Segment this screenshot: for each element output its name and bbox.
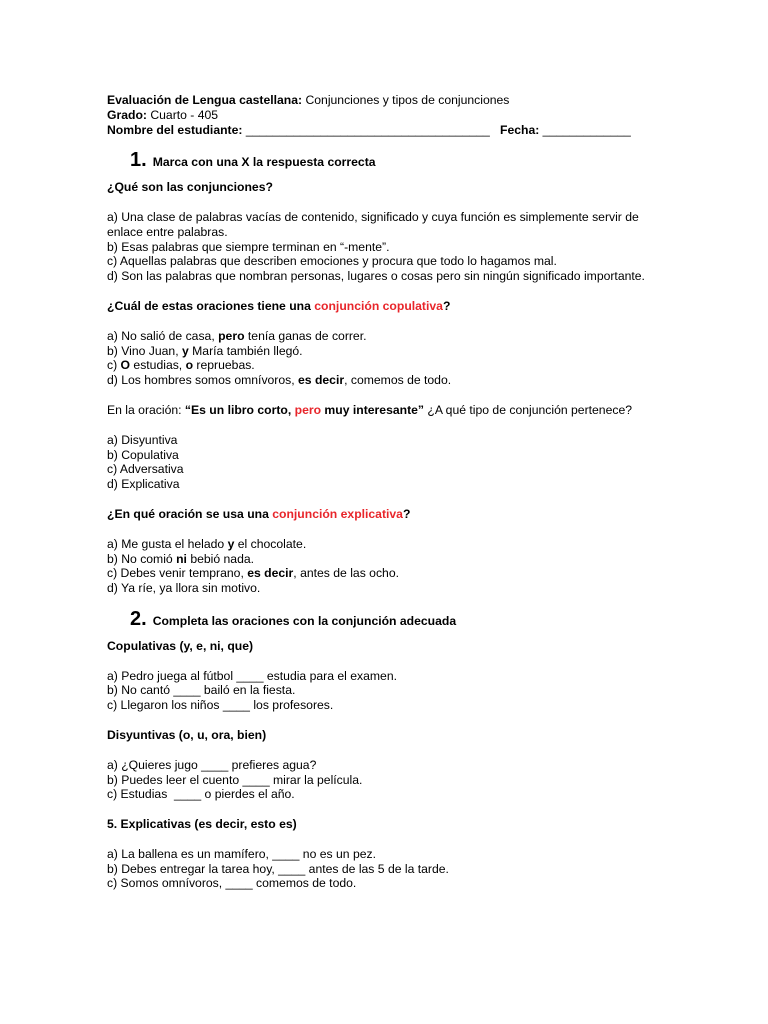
q4-a-rest: el chocolate.: [234, 536, 307, 551]
section-2-number: 2.: [130, 607, 147, 630]
header-grade: [107, 108, 687, 123]
q4-b-rest: bebió nada.: [186, 551, 255, 566]
header-eval: [107, 93, 687, 108]
q2-option-d[interactable]: [107, 373, 687, 388]
section-1-title: Marca con una X la respuesta correcta: [152, 155, 376, 170]
disyuntivas-item-c[interactable]: c) Estudias ____ o pierdes el año.: [107, 787, 295, 802]
q4-highlight: conjunción explicativa: [272, 506, 403, 521]
q2-c-mid: estudias,: [130, 358, 186, 373]
q2-b-rest: María también llegó.: [188, 343, 303, 358]
q4-end: ?: [402, 506, 411, 521]
eval-label: Evaluación de Lengua castellana:: [107, 93, 303, 107]
q2-option-a[interactable]: [107, 329, 687, 344]
q2-b-conj: y: [181, 343, 189, 358]
q1-option-a[interactable]: a) Una clase de palabras vacías de contenido, significado y cuya función es simplemente servir de: [107, 209, 639, 224]
question-3: [107, 403, 687, 418]
copulativas-item-a[interactable]: a) Pedro juega al fútbol ____ estudia para el examen.: [107, 668, 397, 683]
q2-c-conj-1: O: [120, 358, 131, 373]
q3-sentence-start: “Es un libro corto,: [184, 402, 295, 417]
q2-d-rest: , comemos de todo.: [344, 373, 452, 388]
grade-value: Cuarto - 405: [146, 107, 219, 122]
q4-b-conj: ni: [176, 551, 187, 566]
disyuntivas-item-a[interactable]: a) ¿Quieres jugo ____ prefieres agua?: [107, 757, 317, 772]
section-2-heading: [107, 607, 687, 630]
q2-end: ?: [442, 298, 451, 313]
q3-sentence-end: muy interesante”: [321, 402, 424, 417]
q2-option-c[interactable]: [107, 358, 687, 373]
q2-a-conj: pero: [218, 328, 245, 343]
q2-option-b[interactable]: [107, 344, 687, 359]
eval-value: Conjunciones y tipos de conjunciones: [302, 93, 510, 107]
q1-option-d[interactable]: d) Son las palabras que nombran personas, lugares o cosas pero sin ningún significado importante.: [107, 269, 645, 284]
student-label: Nombre del estudiante:: [107, 122, 243, 137]
explicativas-item-c[interactable]: c) Somos omnívoros, ____ comemos de todo.: [107, 876, 357, 891]
copulativas-item-b[interactable]: b) No cantó ____ bailó en la fiesta.: [107, 683, 296, 698]
q4-a-text: a) Me gusta el helado: [107, 536, 228, 551]
section-2-title: Completa las oraciones con la conjunción adecuada: [152, 613, 457, 628]
q3-question: ¿A qué tipo de conjunción pertenece?: [424, 402, 633, 417]
disyuntivas-item-b[interactable]: b) Puedes leer el cuento ____ mirar la película.: [107, 772, 363, 787]
copulativas-title: Copulativas (y, e, ni, que): [107, 638, 254, 653]
section-1-heading: [107, 149, 687, 172]
q2-d-text: d) Los hombres somos omnívoros,: [107, 373, 299, 388]
q4-option-d[interactable]: d) Ya ríe, ya llora sin motivo.: [107, 581, 261, 596]
student-name-blank[interactable]: ____________________________________: [242, 122, 490, 137]
q4-b-text: b) No comió: [107, 551, 177, 566]
question-2: [107, 299, 687, 314]
q3-option-c[interactable]: c) Adversativa: [107, 462, 184, 477]
explicativas-title: 5. Explicativas (es decir, esto es): [107, 817, 297, 832]
q2-a-text: a) No salió de casa,: [107, 328, 219, 343]
explicativas-item-b[interactable]: b) Debes entregar la tarea hoy, ____ antes de las 5 de la tarde.: [107, 861, 449, 876]
header-student: [107, 123, 687, 138]
q2-text: ¿Cuál de estas oraciones tiene una: [107, 298, 315, 313]
disyuntivas-title: Disyuntivas (o, u, ora, bien): [107, 727, 267, 742]
q2-a-rest: tenía ganas de correr.: [244, 328, 367, 343]
q4-c-rest: , antes de las ocho.: [293, 566, 399, 581]
worksheet: [107, 93, 687, 891]
grade-label: Grado:: [107, 107, 147, 122]
q2-c-rest: repruebas.: [193, 358, 255, 373]
q2-highlight: conjunción copulativa: [314, 298, 443, 313]
q3-option-b[interactable]: b) Copulativa: [107, 447, 179, 462]
date-blank[interactable]: _____________: [539, 122, 631, 137]
q4-option-a[interactable]: [107, 537, 687, 552]
q3-intro: En la oración:: [107, 402, 185, 417]
q4-option-c[interactable]: [107, 566, 687, 581]
q4-a-conj: y: [227, 536, 235, 551]
q3-option-a[interactable]: a) Disyuntiva: [107, 432, 178, 447]
question-4: [107, 507, 687, 522]
q4-c-conj: es decir: [247, 566, 294, 581]
q3-option-d[interactable]: d) Explicativa: [107, 477, 180, 492]
q2-d-conj: es decir: [298, 373, 345, 388]
q2-b-text: b) Vino Juan,: [107, 343, 182, 358]
q1-option-c[interactable]: c) Aquellas palabras que describen emociones y procura que todo lo hagamos mal.: [107, 254, 557, 269]
q2-c-conj-2: o: [185, 358, 194, 373]
q1-option-b[interactable]: b) Esas palabras que siempre terminan en “-mente”.: [107, 239, 390, 254]
q2-c-text: c): [107, 358, 121, 373]
q4-option-b[interactable]: [107, 552, 687, 567]
q3-highlight: pero: [294, 402, 322, 417]
q1-option-a-cont[interactable]: enlace entre palabras.: [107, 224, 228, 239]
section-1-number: 1.: [130, 149, 147, 172]
q4-c-text: c) Debes venir temprano,: [107, 566, 248, 581]
q4-text: ¿En qué oración se usa una: [107, 506, 273, 521]
question-1: ¿Qué son las conjunciones?: [107, 180, 273, 195]
copulativas-item-c[interactable]: c) Llegaron los niños ____ los profesores.: [107, 698, 334, 713]
date-label: Fecha:: [489, 122, 540, 137]
explicativas-item-a[interactable]: a) La ballena es un mamífero, ____ no es un pez.: [107, 846, 376, 861]
